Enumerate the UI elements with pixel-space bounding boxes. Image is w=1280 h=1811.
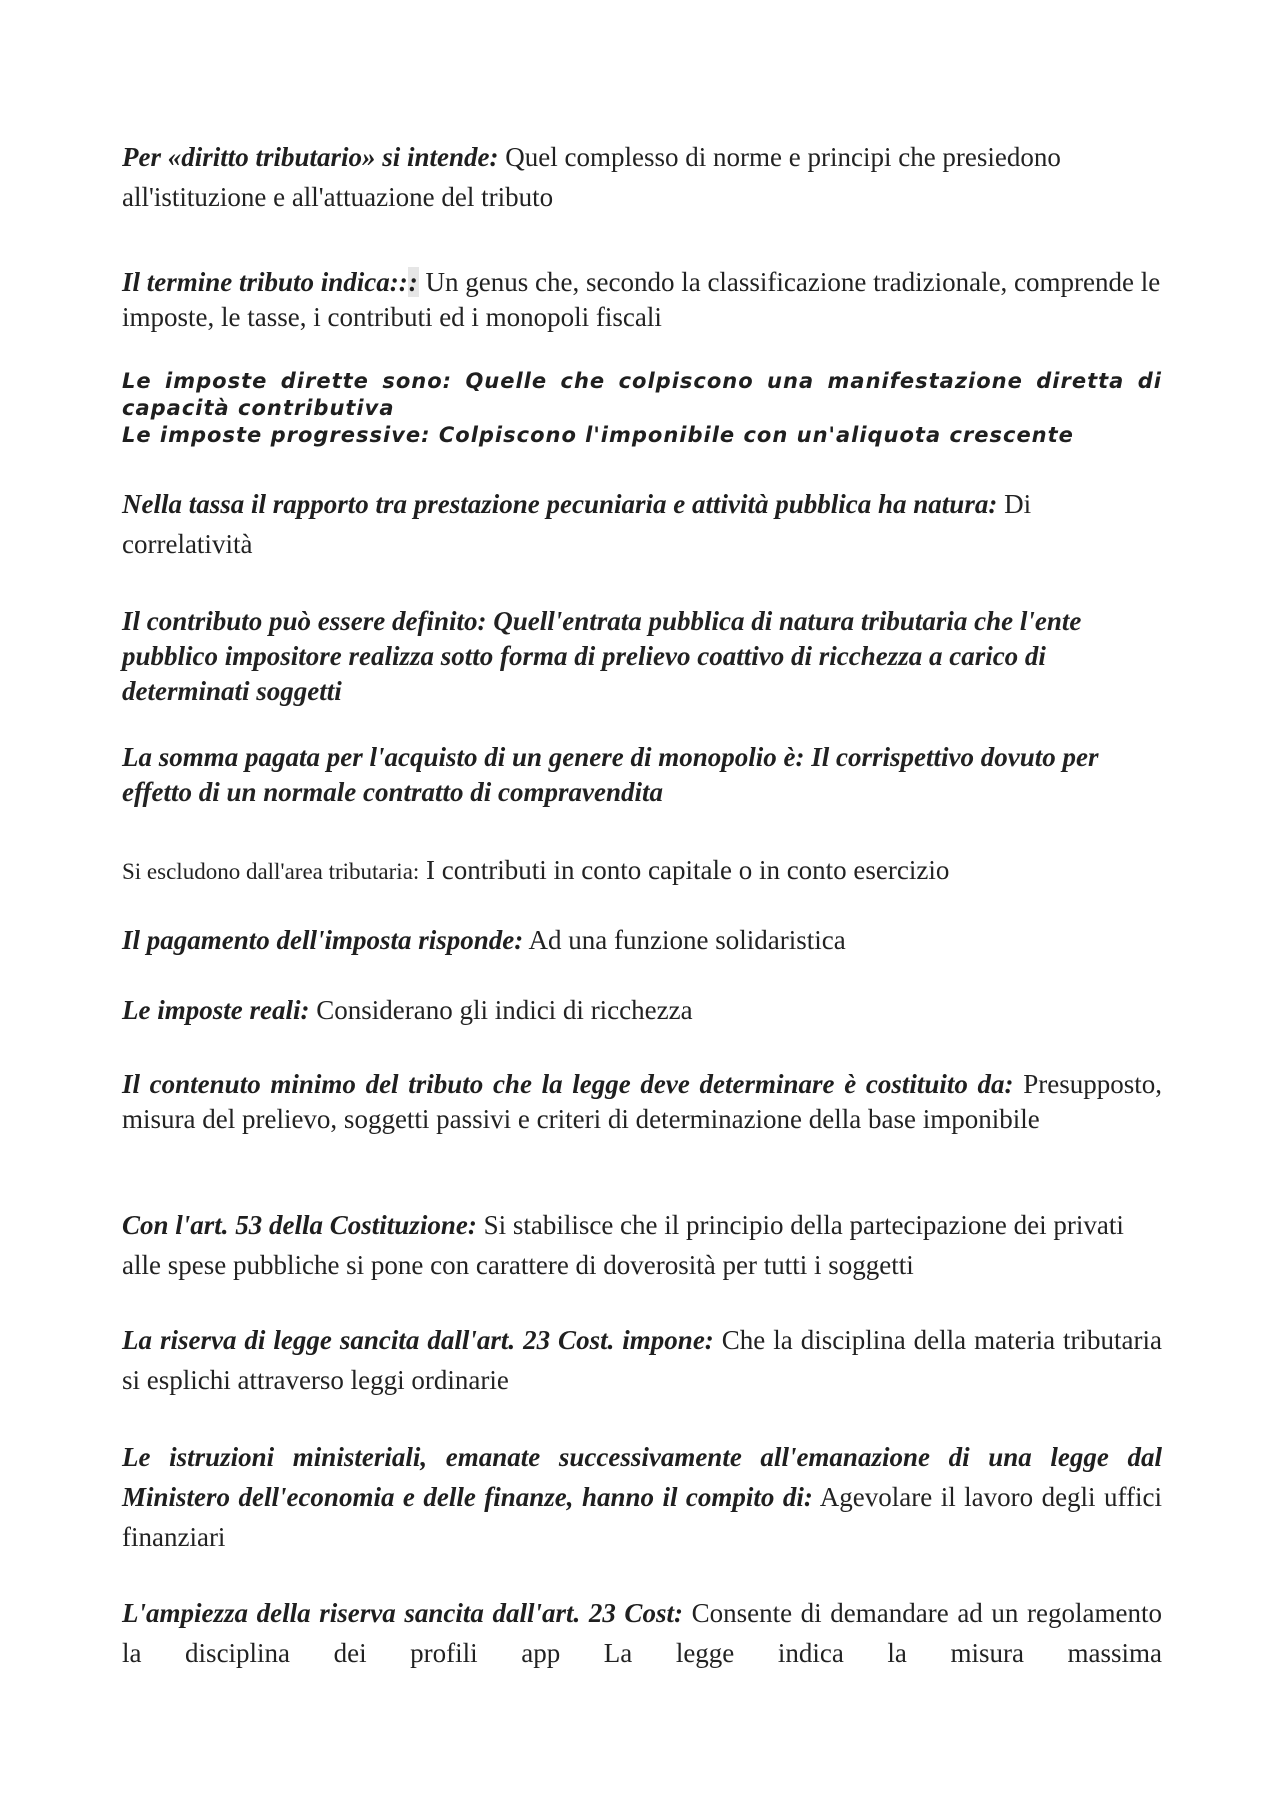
question-text: L'ampiezza della riserva sancita dall'art. 23 Cost: <box>122 1598 683 1628</box>
paragraph-diritto-tributario <box>122 137 1162 217</box>
answer-text: Un genus che, secondo la classificazione tradizionale, comprende le imposte, le tasse, i contributi ed i monopoli fiscali <box>122 267 1161 332</box>
answer-text: Di correlatività <box>122 489 1032 559</box>
paragraph-imposte-reali <box>122 990 1162 1030</box>
answer-text: I contributi in conto capitale o in conto esercizio <box>419 855 950 885</box>
question-text: Il pagamento dell'imposta risponde: <box>122 925 524 955</box>
question-text: Le imposte reali: <box>122 995 310 1025</box>
answer-text: Considerano gli indici di ricchezza <box>309 995 693 1025</box>
paragraph-art-53 <box>122 1205 1162 1285</box>
paragraph-imposte-dirette-progressive <box>122 368 1162 449</box>
imposte-progressive-line: Le imposte progressive: Colpiscono l'imponibile con un'aliquota crescente <box>122 423 1074 447</box>
paragraph-istruzioni-ministeriali <box>122 1437 1162 1557</box>
question-text: La somma pagata per l'acquisto di un genere di monopolio è: <box>122 742 805 772</box>
question-text: Nella tassa il rapporto tra prestazione pecuniaria e attività pubblica ha natura: <box>122 489 998 519</box>
question-text: Il termine tributo indica:: <box>122 267 408 297</box>
question-text: Il contenuto minimo del tributo che la legge deve determinare è costituito da: <box>122 1069 1014 1099</box>
answer-text: Il corrispettivo dovuto per effetto di un normale contratto di compravendita <box>122 742 1099 807</box>
paragraph-pagamento-imposta <box>122 920 1162 960</box>
paragraph-termine-tributo <box>122 265 1162 335</box>
question-text: Le istruzioni ministeriali, emanate successivamente all'emanazione di una legge dal Ministero dell'economia e delle finanze, hanno il compito di: <box>122 1442 1162 1512</box>
paragraph-tassa <box>122 484 1162 564</box>
question-text: Il contributo può essere definito: <box>122 606 487 636</box>
imposte-dirette-line: Le imposte dirette sono: Quelle che colpiscono una manifestazione diretta di capacità contributiva <box>122 369 1162 420</box>
paragraph-area-tributaria <box>122 850 1162 892</box>
question-text: Per «diritto tributario» si intende: <box>122 142 499 172</box>
question-text: Con l'art. 53 della Costituzione: <box>122 1210 477 1240</box>
paragraph-contributo <box>122 604 1162 709</box>
question-text: Si escludono dall'area tributaria: <box>122 859 420 884</box>
answer-text: Consente di demandare ad un regolamento la disciplina dei profili app La legge indica la misura massima <box>122 1598 1162 1668</box>
paragraph-monopolio <box>122 740 1162 810</box>
paragraph-riserva-legge <box>122 1320 1162 1400</box>
answer-text: Quell'entrata pubblica di natura tributaria che l'ente pubblico impositore realizza sotto forma di prelievo coattivo di ricchezza a carico di determinati soggetti <box>122 606 1082 706</box>
answer-text: Presupposto, misura del prelievo, soggetti passivi e criteri di determinazione della base imponibile <box>122 1069 1162 1134</box>
answer-text: Agevolare il lavoro degli uffici finanziari <box>122 1482 1162 1552</box>
answer-text: Ad una funzione solidaristica <box>523 925 846 955</box>
question-text: La riserva di legge sancita dall'art. 23 Cost. impone: <box>122 1325 714 1355</box>
paragraph-ampiezza-riserva <box>122 1593 1162 1673</box>
answer-text: Che la disciplina della materia tributaria si esplichi attraverso leggi ordinarie <box>122 1325 1162 1395</box>
paragraph-contenuto-minimo <box>122 1067 1162 1137</box>
answer-text: Quel complesso di norme e principi che presiedono all'istituzione e all'attuazione del tributo <box>122 142 1061 212</box>
highlighted-mark: : <box>408 267 418 297</box>
answer-text: Si stabilisce che il principio della partecipazione dei privati alle spese pubbliche si pone con carattere di doverosità per tutti i soggetti <box>122 1210 1124 1280</box>
